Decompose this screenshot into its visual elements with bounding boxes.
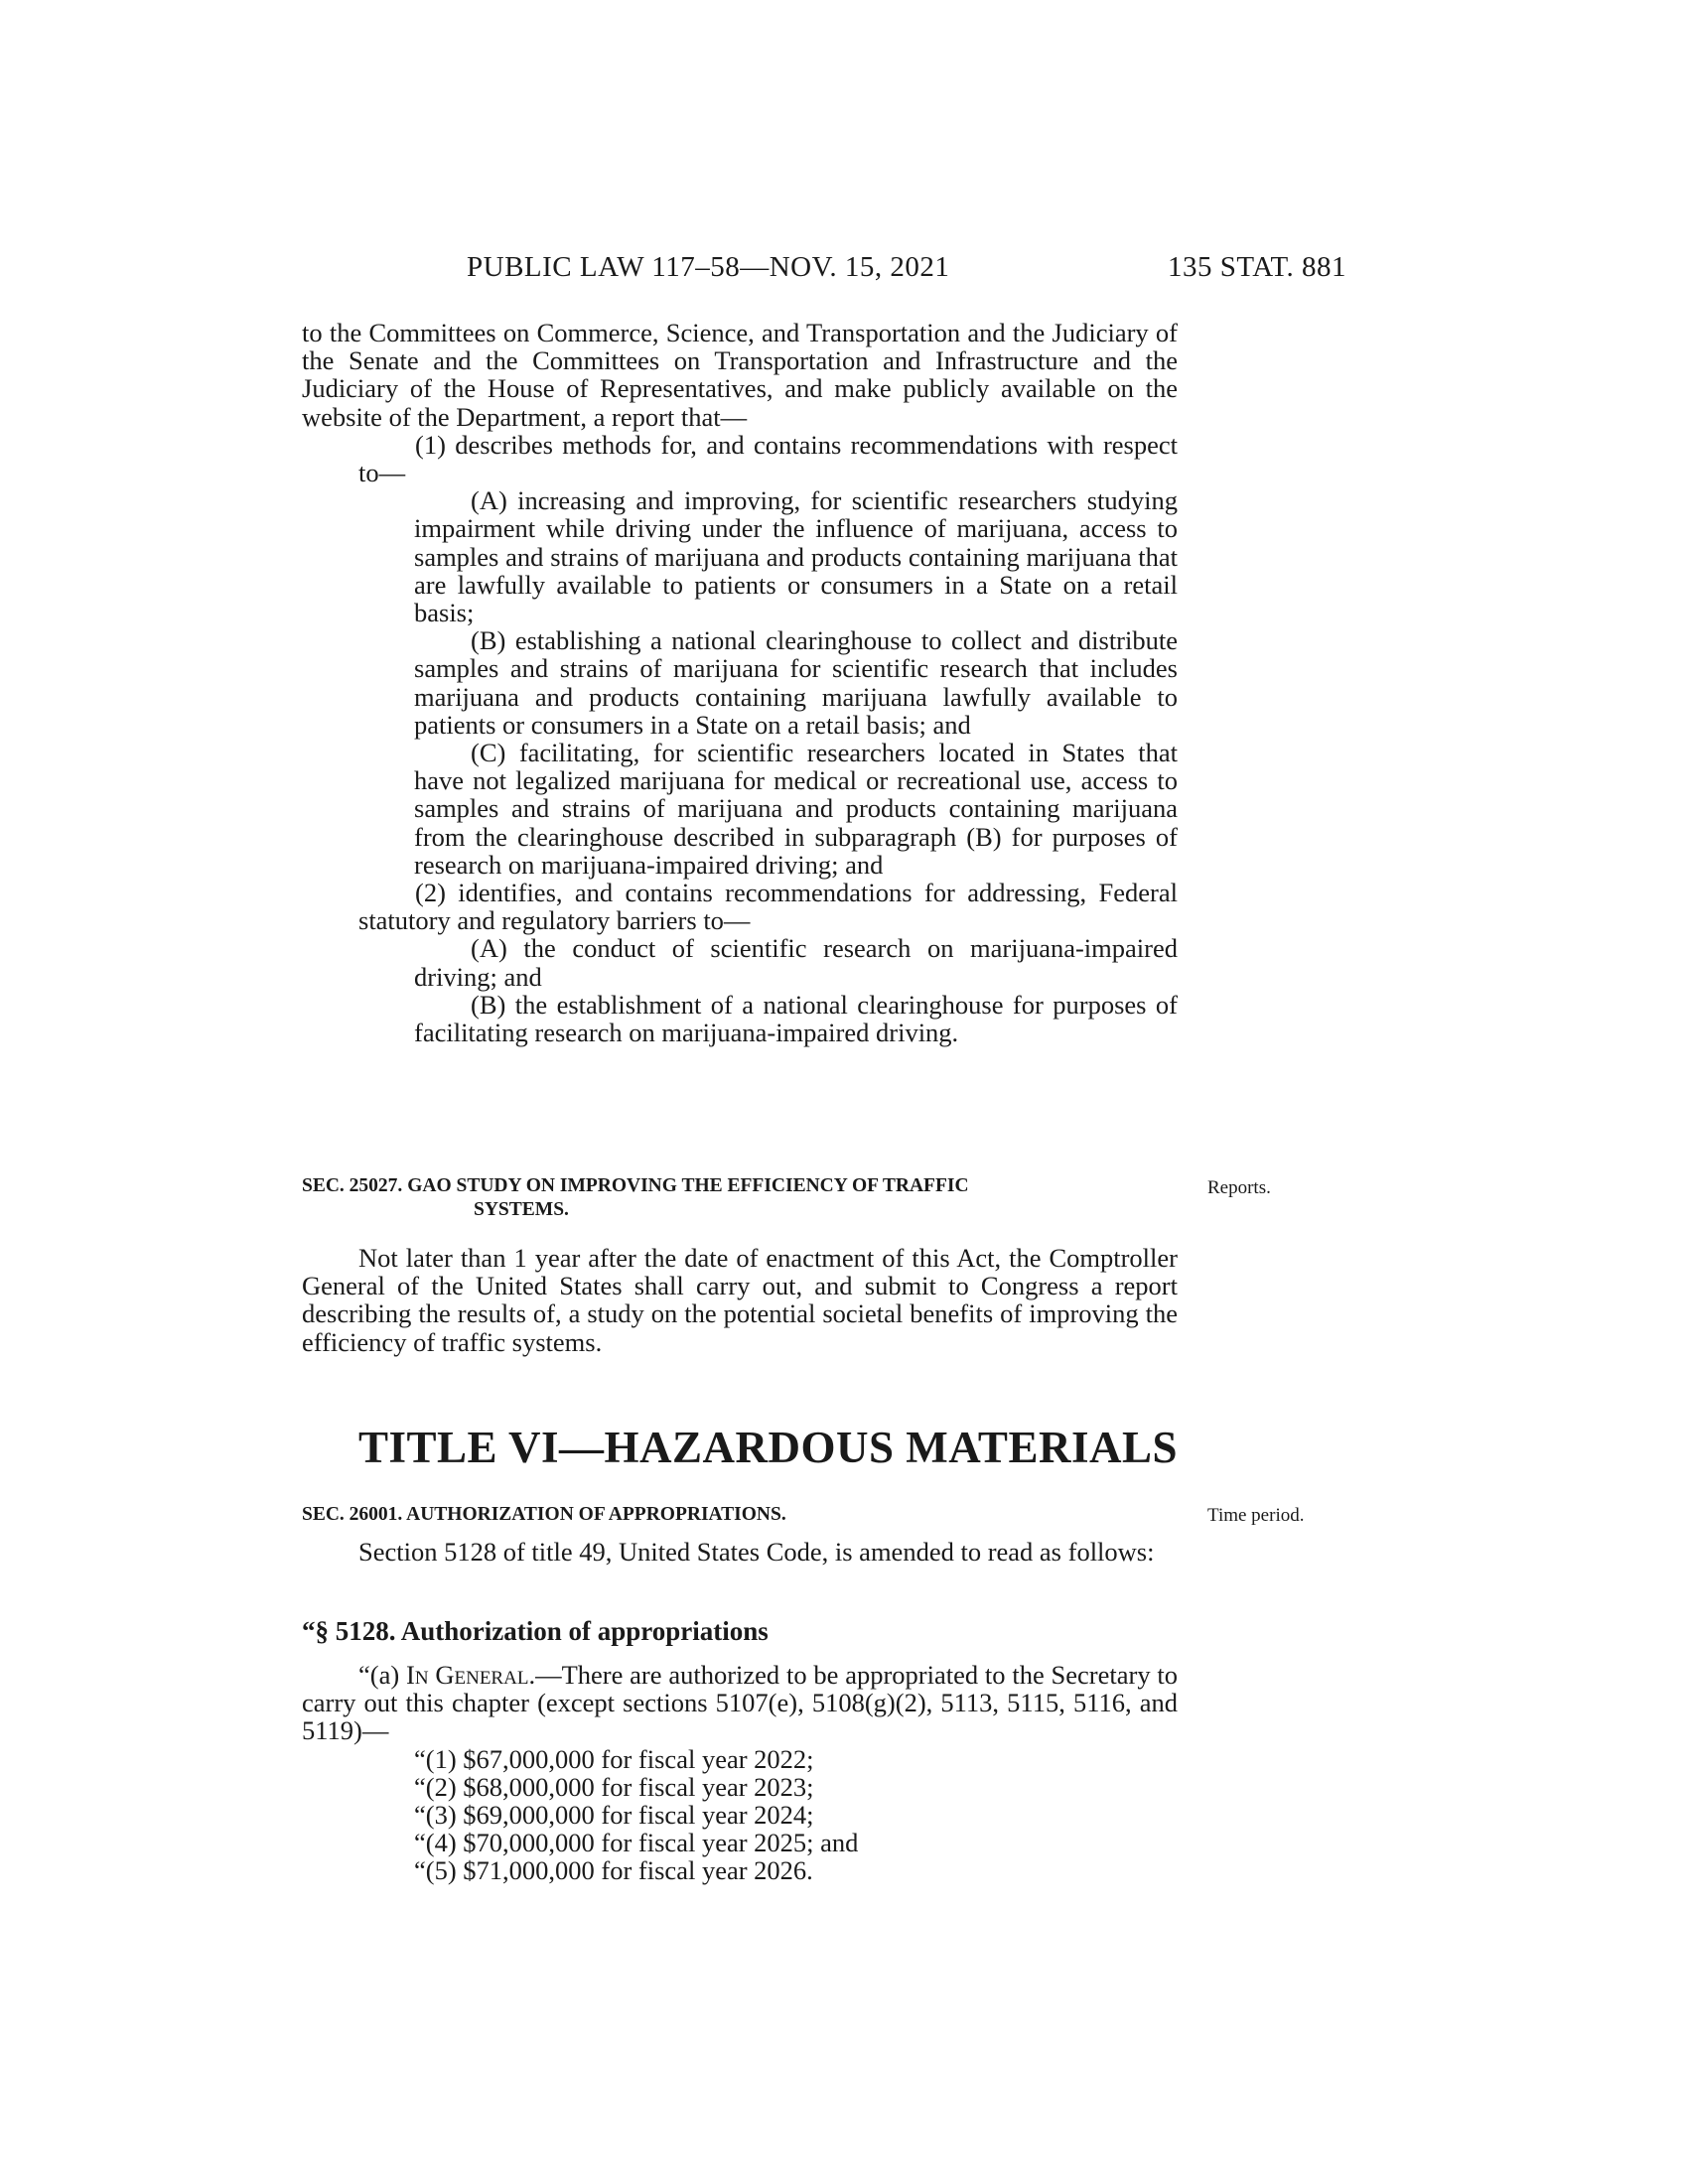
- appropriation-item: “(5) $71,000,000 for fiscal year 2026.: [414, 1855, 813, 1886]
- section-title: GAO STUDY ON IMPROVING THE EFFICIENCY OF TRAFFIC: [407, 1175, 969, 1196]
- section-25027-body: Not later than 1 year after the date of enactment of this Act, the Comptroller General of the United States shall carry out, and submit to Congress a report describing the results of, a study on the potential societal benefits of improving the efficiency of traffic systems.: [302, 1243, 1178, 1357]
- subparagraph-2b: (B) the establishment of a national clearinghouse for purposes of facilitating research on marijuana-impaired driving.: [414, 989, 1178, 1048]
- running-header-title: PUBLIC LAW 117–58—NOV. 15, 2021: [467, 251, 950, 283]
- section-26001-heading: SEC. 26001. AUTHORIZATION OF APPROPRIATIONS.: [302, 1504, 786, 1525]
- subparagraph-2a: (A) the conduct of scientific research on marijuana-impaired driving; and: [414, 933, 1178, 992]
- page-number: 135 STAT. 881: [1168, 251, 1347, 283]
- margin-note-time-period: Time period.: [1207, 1505, 1305, 1526]
- section-25027-heading: [302, 1174, 1186, 1222]
- report-intro: to the Committees on Commerce, Science, and Transportation and the Judiciary of the Senate and the Committees on Transportation and Infrastructure and the Judiciary of the House of Representatives, and make publicly available on the website of the Department, a report that—: [302, 318, 1178, 432]
- subparagraph-1a: (A) increasing and improving, for scientific researchers studying impairment while driving under the influence of marijuana, access to samples and strains of marijuana and products containing marijuana that are lawfully available to patients or consumers in a State on a retail basis;: [414, 485, 1178, 628]
- subsection-a: “(a) In General.—There are authorized to be appropriated to the Secretary to carry out this chapter (except sections 5107(e), 5108(g)(2), 5113, 5115, 5116, and 5119)—: [302, 1660, 1179, 1746]
- margin-note-reports: Reports.: [1207, 1177, 1271, 1198]
- appropriation-item: “(3) $69,000,000 for fiscal year 2024;: [414, 1800, 814, 1831]
- section-26001-body: Section 5128 of title 49, United States Code, is amended to read as follows:: [358, 1537, 1155, 1567]
- subparagraph-1b: (B) establishing a national clearinghouse to collect and distribute samples and strains of marijuana for scientific research that includes marijuana and products containing marijuana lawfully available to patients or consumers in a State on a retail basis; and: [414, 625, 1178, 740]
- title-vi-heading: TITLE VI—HAZARDOUS MATERIALS: [358, 1423, 1179, 1472]
- section-number: SEC. 25027.: [302, 1175, 403, 1196]
- paragraph-2: (2) identifies, and contains recommendations for addressing, Federal statutory and regulatory barriers to—: [358, 878, 1178, 936]
- subsection-a-heading: In General: [406, 1660, 529, 1690]
- report-requirements-text: [302, 319, 1178, 1046]
- subparagraph-1c: (C) facilitating, for scientific researchers located in States that have not legalized marijuana for medical or recreational use, access to samples and strains of marijuana and products containing marijuana from the clearinghouse described in subparagraph (B) for purposes of research on marijuana-impaired driving; and: [414, 738, 1178, 880]
- section-title-continued: SYSTEMS.: [474, 1199, 569, 1220]
- appropriation-item: “(1) $67,000,000 for fiscal year 2022;: [414, 1743, 814, 1774]
- section-5128-body: [302, 1661, 1178, 1885]
- appropriation-item: “(4) $70,000,000 for fiscal year 2025; and: [414, 1828, 859, 1858]
- paragraph-1: (1) describes methods for, and contains recommendations with respect to—: [358, 429, 1178, 488]
- appropriation-item: “(2) $68,000,000 for fiscal year 2023;: [414, 1771, 814, 1802]
- section-5128-heading: “§ 5128. Authorization of appropriations: [302, 1616, 769, 1646]
